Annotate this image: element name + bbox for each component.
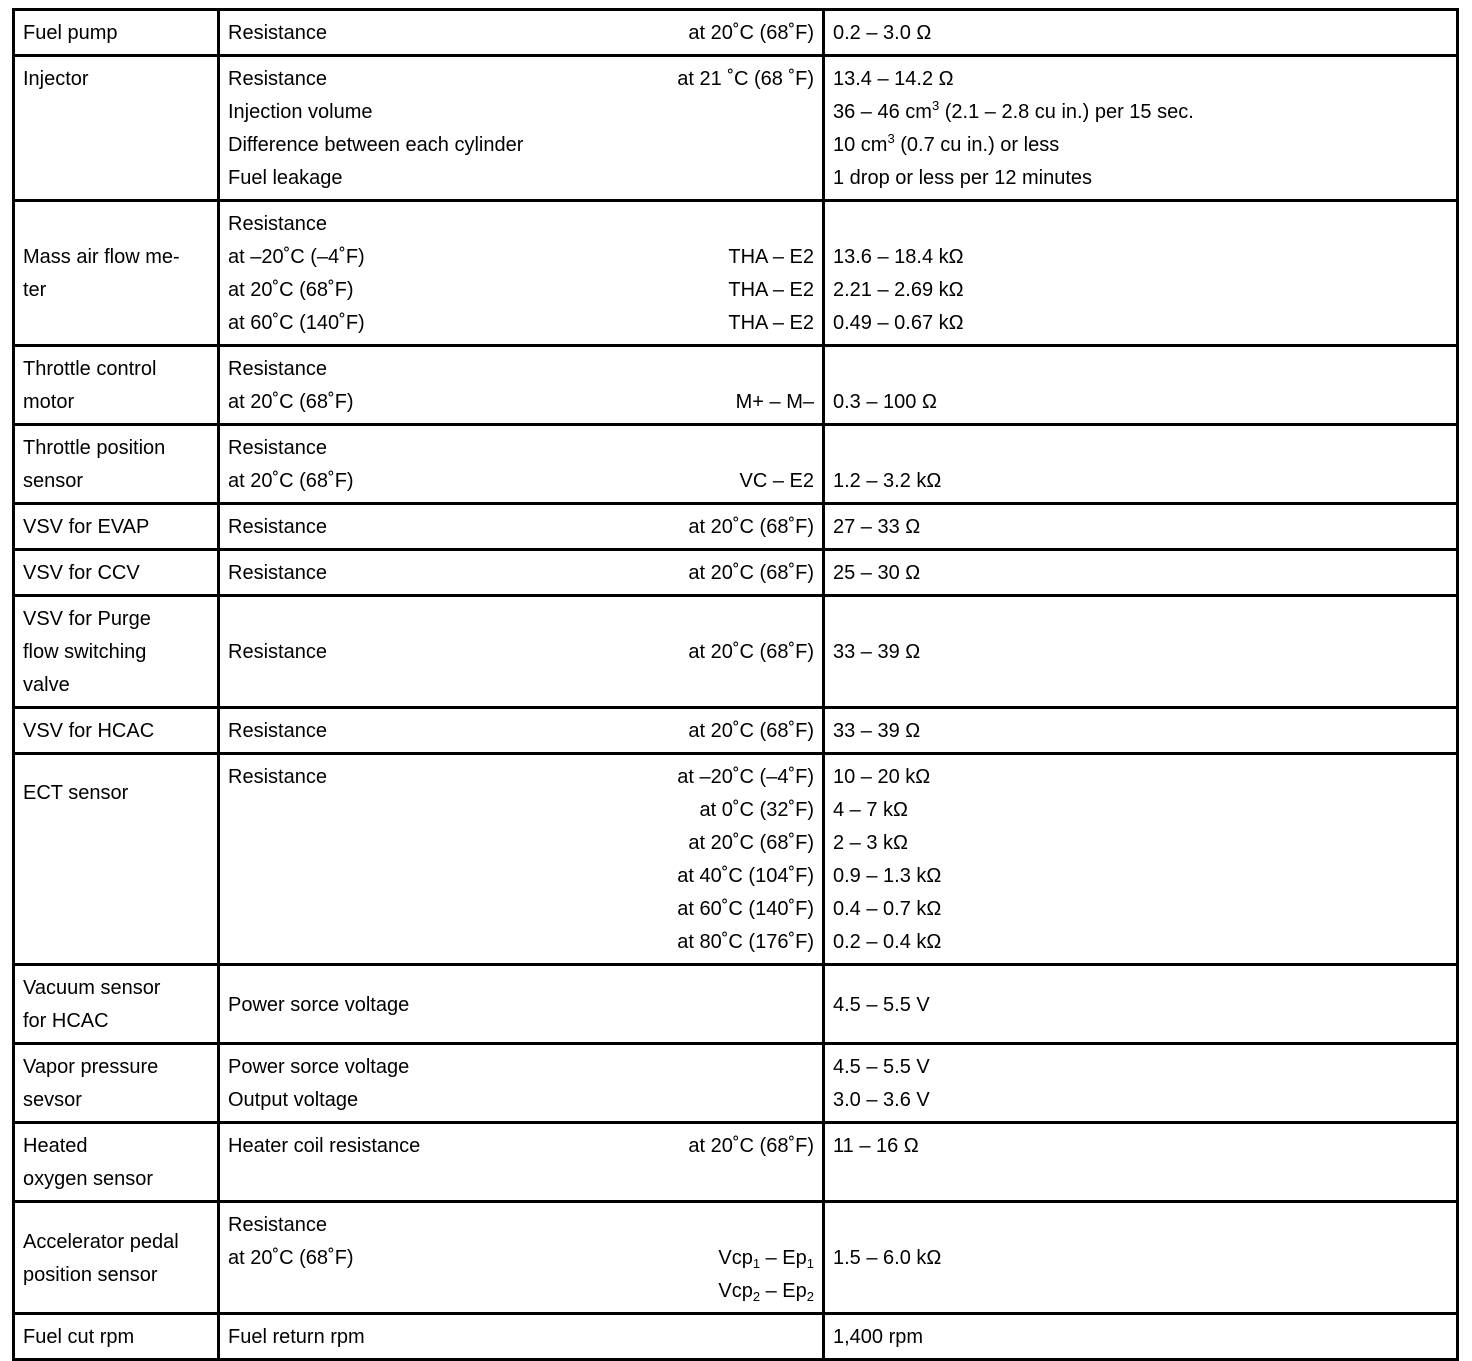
component-cell: Fuel pump xyxy=(14,10,219,56)
terminal-vcp2-ep2: $Vcp_2 - Ep_2$ xyxy=(718,1280,814,1304)
table-row xyxy=(14,10,1458,56)
condition-cell: Resistance at 20˚C (68˚F) xyxy=(219,550,824,596)
condition-cell: Resistance at 20˚C (68˚F) xyxy=(219,596,824,708)
condition-cell: Fuel return rpm xyxy=(219,1314,824,1360)
condition-cell: Resistance at 20˚C (68˚F) VC – E2 xyxy=(219,425,824,504)
value-cell: 27 – 33 Ω xyxy=(824,504,1458,550)
value-cell: 10 – 20 kΩ 4 – 7 kΩ 2 – 3 kΩ 0.9 – 1.3 kΩ 0.4 – 0.7 kΩ 0.2 – 0.4 kΩ xyxy=(824,754,1458,965)
table-row xyxy=(14,754,1458,965)
component-cell: Vapor pressure sevsor xyxy=(14,1044,219,1123)
table-row xyxy=(14,56,1458,201)
table-row xyxy=(14,550,1458,596)
value-cell: 25 – 30 Ω xyxy=(824,550,1458,596)
condition-cell: Power sorce voltage xyxy=(219,965,824,1044)
specification-table xyxy=(12,8,1459,1361)
component-cell: Vacuum sensor for HCAC xyxy=(14,965,219,1044)
value-cell: 1,400 rpm xyxy=(824,1314,1458,1360)
condition-cell: Resistance at 20˚C (68˚F) xyxy=(219,708,824,754)
component-cell: Mass air flow me- ter xyxy=(14,201,219,346)
component-cell: Injector xyxy=(14,56,219,201)
value-cell: 33 – 39 Ω xyxy=(824,708,1458,754)
table-row xyxy=(14,1202,1458,1314)
component-cell: Accelerator pedal position sensor xyxy=(14,1202,219,1314)
table-row xyxy=(14,1123,1458,1202)
table-row xyxy=(14,425,1458,504)
table-row xyxy=(14,1314,1458,1360)
component-cell: Throttle control motor xyxy=(14,346,219,425)
component-cell: VSV for HCAC xyxy=(14,708,219,754)
table-row xyxy=(14,346,1458,425)
component-cell: Throttle position sensor xyxy=(14,425,219,504)
value-cell: 4.5 – 5.5 V 3.0 – 3.6 V xyxy=(824,1044,1458,1123)
table-row xyxy=(14,1044,1458,1123)
table-row xyxy=(14,965,1458,1044)
component-cell: ECT sensor xyxy=(14,754,219,965)
condition-cell: Resistance at 20˚C (68˚F) xyxy=(219,504,824,550)
condition-cell: Heater coil resistance at 20˚C (68˚F) xyxy=(219,1123,824,1202)
value-cell: 4.5 – 5.5 V xyxy=(824,965,1458,1044)
component-cell: VSV for EVAP xyxy=(14,504,219,550)
value-cell: 11 – 16 Ω xyxy=(824,1123,1458,1202)
table-row xyxy=(14,504,1458,550)
component-cell: VSV for Purge flow switching valve xyxy=(14,596,219,708)
condition-cell: Resistance at 20˚C (68˚F) xyxy=(219,10,824,56)
value-cell: 1.2 – 3.2 kΩ xyxy=(824,425,1458,504)
condition-cell: Resistance at 20˚C (68˚F) $Vcp_1 - Ep_1$ $Vcp_2 - Ep_2$ xyxy=(219,1202,824,1314)
value-cell: 13.4 – 14.2 Ω 36 – 46 $cm^3$ (2.1 – 2.8 cu in.) per 15 sec. 10 $cm^3$ (0.7 cu in.) or less 1 drop or less per 12 minutes xyxy=(824,56,1458,201)
table-row xyxy=(14,596,1458,708)
condition-cell: Power sorce voltage Output voltage xyxy=(219,1044,824,1123)
value-cell: 1.5 – 6.0 kΩ xyxy=(824,1202,1458,1314)
value-cell: 0.3 – 100 Ω xyxy=(824,346,1458,425)
condition-cell: Resistance at –20˚C (–4˚F) at 0˚C (32˚F) at 20˚C (68˚F) at 40˚C (104˚F) at 60˚C (140˚F) at 80˚C (176˚F) xyxy=(219,754,824,965)
condition-cell: Resistance at 21 ˚C (68 ˚F) Injection volume Difference between each cylinder Fuel leakage xyxy=(219,56,824,201)
value-cell: 0.2 – 3.0 Ω xyxy=(824,10,1458,56)
table-row xyxy=(14,201,1458,346)
terminal-vcp1-ep1: $Vcp_1 - Ep_1$ xyxy=(718,1247,814,1271)
table-row xyxy=(14,708,1458,754)
component-cell: VSV for CCV xyxy=(14,550,219,596)
component-cell: Fuel cut rpm xyxy=(14,1314,219,1360)
value-cell: 33 – 39 Ω xyxy=(824,596,1458,708)
component-cell: Heated oxygen sensor xyxy=(14,1123,219,1202)
condition-cell: Resistance at 20˚C (68˚F) M+ – M– xyxy=(219,346,824,425)
value-cell: 13.6 – 18.4 kΩ 2.21 – 2.69 kΩ 0.49 – 0.67 kΩ xyxy=(824,201,1458,346)
condition-cell: Resistance at –20˚C (–4˚F) THA – E2 at 20˚C (68˚F) THA – E2 at 60˚C (140˚F) THA – E2 xyxy=(219,201,824,346)
